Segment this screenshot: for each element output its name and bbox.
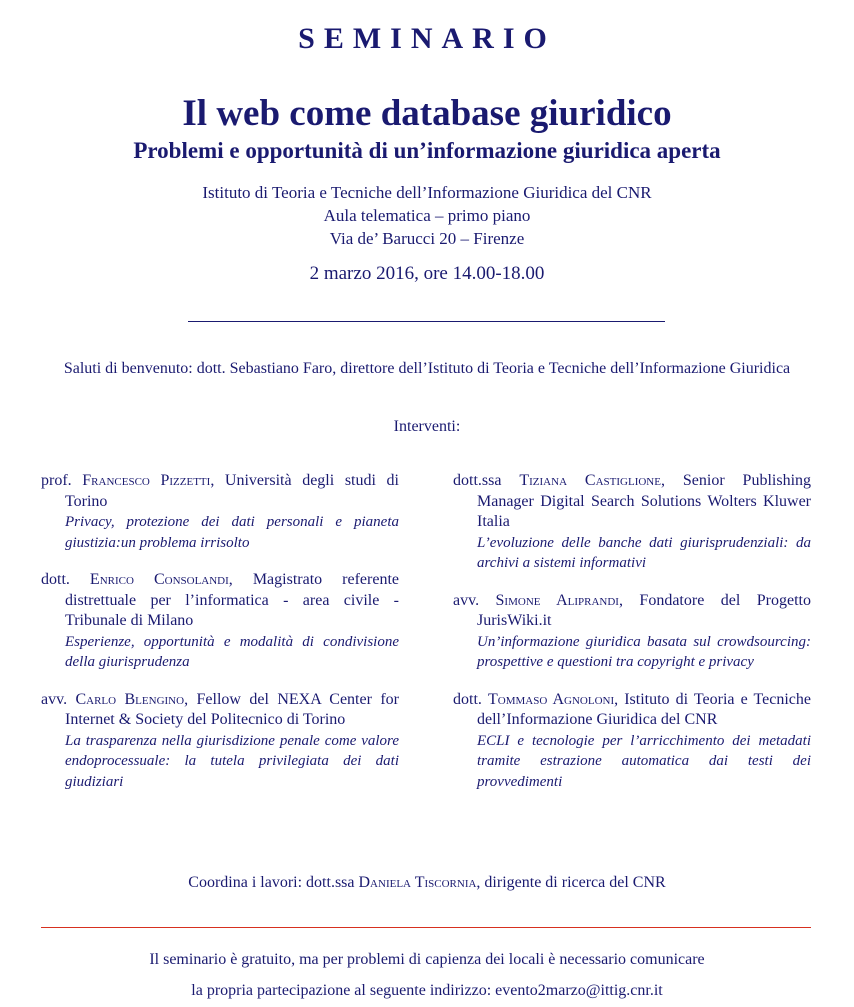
footer-divider	[41, 927, 811, 928]
talk-item	[453, 591, 811, 673]
talk-speaker	[41, 690, 399, 731]
talk-item	[41, 690, 399, 793]
talk-topic: Privacy, protezione dei dati personali e pianeta giustizia:un problema irrisolto	[65, 514, 399, 551]
coordinator-name: Daniela Tiscornia	[358, 874, 477, 891]
talks-column-right	[453, 471, 811, 809]
speaker-name: Francesco Pizzetti	[82, 472, 211, 489]
speaker-name: Carlo Blengino	[75, 690, 185, 708]
page-subtitle: Problemi e opportunità di un’informazione giuridica aperta	[133, 138, 721, 163]
speaker-affiliation: , Istituto di Teoria e Tecniche dell’Informazione Giuridica del CNR	[477, 690, 812, 728]
coordinator-suffix: , dirigente di ricerca del CNR	[476, 874, 666, 891]
speaker-title: avv.	[453, 591, 480, 609]
footer-line-2: la propria partecipazione al seguente indirizzo: evento2marzo@ittig.cnr.it	[191, 982, 663, 999]
talk-item	[453, 690, 811, 793]
speaker-name: Tiziana Castiglione	[519, 472, 661, 489]
venue-address: Via de’ Barucci 20 – Firenze	[329, 229, 525, 248]
talk-speaker	[41, 471, 399, 512]
talk-item	[41, 471, 399, 553]
page-title: Il web come database giuridico	[182, 93, 672, 134]
interventi-heading: Interventi:	[393, 418, 461, 435]
talk-topic: L’evoluzione delle banche dati giurisprudenziali: da archivi a sistemi informativi	[477, 534, 811, 571]
talk-speaker	[41, 570, 399, 632]
talks-column-left	[41, 471, 399, 809]
venue-block	[0, 181, 854, 250]
divider-line	[188, 321, 665, 322]
speaker-title: avv.	[41, 690, 68, 708]
talk-topic: Un’informazione giuridica basata sul crowdsourcing: prospettive e questioni tra copyright e privacy	[477, 633, 811, 670]
talk-topic: ECLI e tecnologie per l’arricchimento dei metadati tramite estrazione automatica dai testi dei provvedimenti	[477, 732, 811, 790]
speaker-title: dott.	[453, 690, 482, 708]
speaker-name: Tommaso Agnoloni	[487, 690, 615, 708]
talk-speaker	[453, 690, 811, 731]
venue-institute: Istituto di Teoria e Tecniche dell’Informazione Giuridica del CNR	[202, 183, 652, 202]
talk-topic: La trasparenza nella giurisdizione penale come valore endoprocessuale: la tutela privilegiata dei dati giudiziari	[65, 732, 399, 790]
speaker-affiliation: , Magistrato referente distrettuale per l’informatica - area civile - Tribunale di Milano	[65, 571, 400, 629]
talk-item	[41, 570, 399, 673]
speaker-affiliation: , Fondatore del Progetto JurisWiki.it	[477, 591, 811, 629]
venue-room: Aula telematica – primo piano	[323, 206, 531, 225]
welcome-line: Saluti di benvenuto: dott. Sebastiano Faro, direttore dell’Istituto di Teoria e Tecniche dell’Informazione Giuridica	[63, 360, 791, 377]
talk-item	[453, 471, 811, 574]
talk-topic: Esperienze, opportunità e modalità di condivisione della giurisprudenza	[65, 633, 399, 670]
speaker-title: dott.ssa	[453, 472, 502, 489]
coordinator-line	[0, 874, 854, 892]
talk-speaker	[453, 591, 811, 632]
seminar-label: SEMINARIO	[298, 22, 556, 55]
event-date: 2 marzo 2016, ore 14.00-18.00	[309, 263, 545, 284]
footer-note	[0, 944, 854, 1006]
speaker-affiliation: , Senior Publishing Manager Digital Search Solutions Wolters Kluwer Italia	[477, 472, 812, 530]
speaker-affiliation: , Fellow del NEXA Center for Internet & Society del Politecnico di Torino	[65, 690, 400, 728]
speaker-title: dott.	[41, 571, 70, 588]
coordinator-prefix: Coordina i lavori: dott.ssa	[188, 874, 359, 891]
speaker-affiliation: , Università degli studi di Torino	[65, 472, 400, 510]
talk-speaker	[453, 471, 811, 533]
speaker-name: Simone Aliprandi	[495, 591, 619, 609]
speaker-title: prof.	[41, 472, 72, 489]
footer-line-1: Il seminario è gratuito, ma per problemi di capienza dei locali è necessario comunicare	[149, 951, 705, 968]
speaker-name: Enrico Consolandi	[89, 571, 229, 588]
